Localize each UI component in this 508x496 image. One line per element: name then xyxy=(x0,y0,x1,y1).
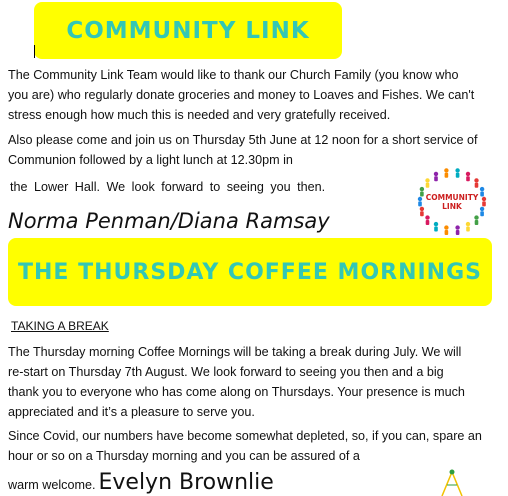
community-link-logo xyxy=(414,168,490,236)
logo-person-head xyxy=(455,225,459,229)
coffee-mornings-title: THE THURSDAY COFFEE MORNINGS xyxy=(17,259,482,285)
logo-person-body xyxy=(445,173,449,178)
logo-person-body xyxy=(456,173,460,178)
logo-person-head xyxy=(474,178,478,182)
community-para1-line2: you are) who regularly donate groceries and money to Loaves and Fishes. We can't xyxy=(8,88,475,102)
logo-person-head xyxy=(480,207,484,211)
logo-person-head xyxy=(482,197,486,201)
logo-text-community: COMMUNITY xyxy=(425,193,479,202)
welcome-text: warm welcome. xyxy=(8,478,96,492)
coffee-para2-line2: hour or so on a Thursday morning and you can be assured of a xyxy=(8,449,360,463)
logo-person-body xyxy=(466,176,470,181)
text-cursor xyxy=(34,45,35,58)
logo-person-body xyxy=(420,211,424,216)
community-signature: Norma Penman/Diana Ramsay xyxy=(8,209,330,233)
logo-person-head xyxy=(418,197,422,201)
logo-person-body xyxy=(482,201,486,206)
logo-person-head xyxy=(455,168,459,172)
logo-person-body xyxy=(466,227,470,232)
logo-person-body xyxy=(434,227,438,232)
logo-person-head xyxy=(480,187,484,191)
logo-person-head xyxy=(420,207,424,211)
logo-person-body xyxy=(480,211,484,216)
logo-person-body xyxy=(434,176,438,181)
community-para1-line3: stress enough how much this is needed and very gratefully received. xyxy=(8,108,391,122)
logo-person-body xyxy=(475,220,479,225)
logo-person-body xyxy=(475,183,479,188)
logo-person-body xyxy=(445,230,449,235)
logo-person-body xyxy=(426,183,430,188)
logo-person-head xyxy=(425,215,429,219)
coffee-para1-line3: thank you to everyone who has come along on Thursdays. Your presence is much xyxy=(8,385,465,399)
logo-text-link: LINK xyxy=(442,202,462,211)
community-para1-line1: The Community Link Team would like to thank our Church Family (you know who xyxy=(8,68,459,82)
coffee-para1-line1: The Thursday morning Coffee Mornings will be taking a break during July. We will xyxy=(8,345,462,359)
logo-person-head xyxy=(444,168,448,172)
community-para2-line2: Communion followed by a light lunch at 12.30pm in xyxy=(8,153,293,167)
community-para2-line3: the Lower Hall. We look forward to seeing you then. xyxy=(10,180,326,194)
logo-person-head xyxy=(466,222,470,226)
logo-person-body xyxy=(426,220,430,225)
community-para2-line1: Also please come and join us on Thursday 5th June at 12 noon for a short service of xyxy=(8,133,478,147)
logo-person-head xyxy=(444,225,448,229)
logo-person-head xyxy=(434,222,438,226)
logo-person-head xyxy=(434,172,438,176)
coffee-para1-line2: re-start on Thursday 7th August. We look forward to seeing you then and a big xyxy=(8,365,444,379)
logo-person-head xyxy=(466,172,470,176)
logo-person-head xyxy=(420,187,424,191)
tree-icon xyxy=(436,468,468,496)
logo-person-head xyxy=(425,178,429,182)
coffee-signature: Evelyn Brownlie xyxy=(98,470,274,495)
logo-person-body xyxy=(480,192,484,197)
logo-person-head xyxy=(474,215,478,219)
logo-person-body xyxy=(420,192,424,197)
coffee-para2-line1: Since Covid, our numbers have become somewhat depleted, so, if you can, spare an xyxy=(8,429,482,443)
community-link-title: COMMUNITY LINK xyxy=(66,17,310,44)
coffee-para1-line4: appreciated and it’s a pleasure to serve you. xyxy=(8,405,255,419)
taking-a-break-heading: TAKING A BREAK xyxy=(11,319,109,333)
logo-person-body xyxy=(456,230,460,235)
logo-person-body xyxy=(418,201,422,206)
community-link-banner xyxy=(34,2,342,59)
welcome-signature-line xyxy=(8,470,274,495)
coffee-mornings-banner xyxy=(8,238,492,306)
